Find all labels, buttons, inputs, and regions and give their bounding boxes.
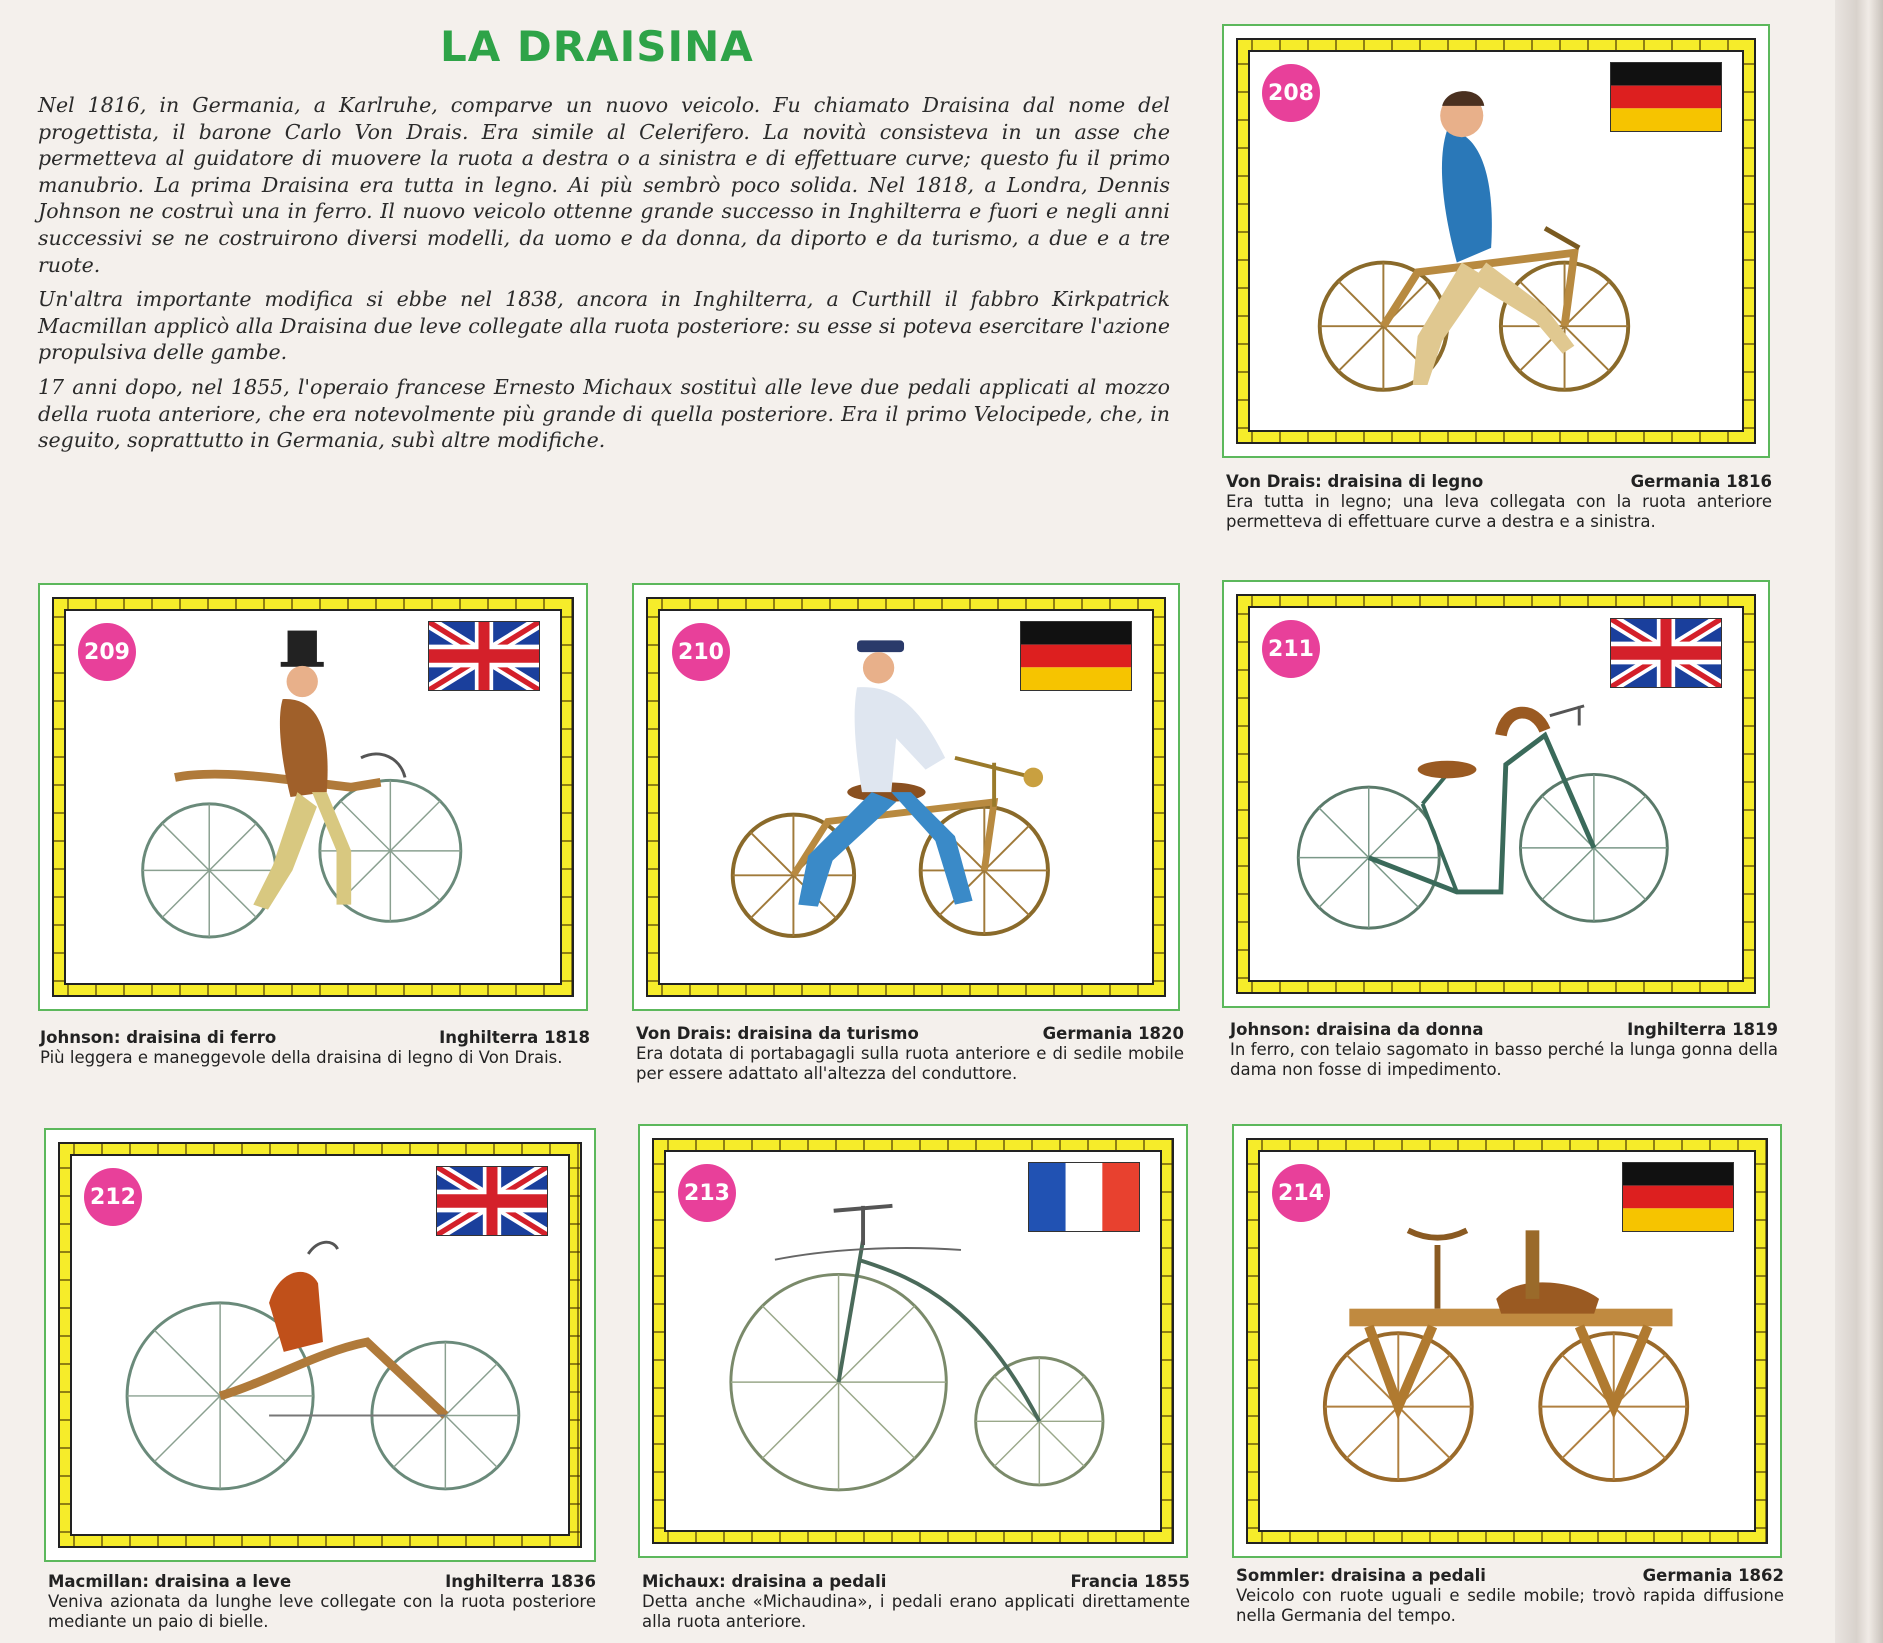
caption-title: Macmillan: draisina a leve	[48, 1572, 292, 1591]
caption-213	[642, 1572, 1190, 1632]
flag-germany-icon	[1610, 62, 1722, 132]
caption-origin: Inghilterra 1819	[1627, 1020, 1778, 1039]
intro-text	[38, 92, 1170, 462]
caption-origin: Inghilterra 1836	[445, 1572, 596, 1591]
album-binding	[1835, 0, 1883, 1643]
card-number-badge: 210	[672, 623, 730, 681]
caption-211	[1230, 1020, 1778, 1080]
caption-209	[40, 1028, 590, 1068]
card-211	[1222, 580, 1770, 1008]
caption-title: Michaux: draisina a pedali	[642, 1572, 887, 1591]
caption-212	[48, 1572, 596, 1632]
card-number-badge: 211	[1262, 620, 1320, 678]
card-image	[664, 1150, 1162, 1532]
flag-uk-icon	[428, 621, 540, 691]
card-image	[1258, 1150, 1756, 1532]
caption-title: Von Drais: draisina da turismo	[636, 1024, 919, 1043]
page-title: LA DRAISINA	[440, 22, 754, 71]
flag-germany-icon	[1622, 1162, 1734, 1232]
caption-origin: Germania 1862	[1642, 1566, 1784, 1585]
caption-description: Era dotata di portabagagli sulla ruota anteriore e di sedile mobile per essere adattato all'altezza del conduttore.	[636, 1044, 1184, 1083]
caption-description: Detta anche «Michaudina», i pedali erano applicati direttamente alla ruota anteriore.	[642, 1592, 1190, 1631]
flag-uk-icon	[1610, 618, 1722, 688]
caption-origin: Germania 1820	[1042, 1024, 1184, 1043]
card-number-badge: 208	[1262, 64, 1320, 122]
caption-description: In ferro, con telaio sagomato in basso perché la lunga gonna della dama non fosse di impedimento.	[1230, 1040, 1778, 1079]
card-number-badge: 213	[678, 1164, 736, 1222]
caption-214	[1236, 1566, 1784, 1626]
card-212	[44, 1128, 596, 1562]
caption-title: Sommler: draisina a pedali	[1236, 1566, 1486, 1585]
caption-origin: Inghilterra 1818	[439, 1028, 590, 1047]
card-214	[1232, 1124, 1782, 1558]
caption-description: Più leggera e maneggevole della draisina di legno di Von Drais.	[40, 1048, 563, 1067]
caption-title: Johnson: draisina da donna	[1230, 1020, 1484, 1039]
caption-description: Era tutta in legno; una leva collegata con la ruota anteriore permetteva di effettuare curve a destra e a sinistra.	[1226, 492, 1772, 531]
caption-208	[1226, 472, 1772, 532]
card-number-badge: 214	[1272, 1164, 1330, 1222]
flag-france-icon	[1028, 1162, 1140, 1232]
card-image	[1248, 606, 1744, 982]
card-number-badge: 212	[84, 1168, 142, 1226]
card-image	[658, 609, 1154, 985]
card-210	[632, 583, 1180, 1011]
card-number-badge: 209	[78, 623, 136, 681]
caption-origin: Germania 1816	[1630, 472, 1772, 491]
card-image	[1248, 50, 1744, 432]
caption-origin: Francia 1855	[1070, 1572, 1190, 1591]
intro-paragraph-3: 17 anni dopo, nel 1855, l'operaio francese Ernesto Michaux sostituì alle leve due pedali applicati al mozzo della ruota anteriore, che era notevolmente più grande di quella posteriore. Era il primo Velocipede, che, in seguito, soprattutto in Germania, subì altre modifiche.	[38, 374, 1170, 453]
caption-description: Veicolo con ruote uguali e sedile mobile; trovò rapida diffusione nella Germania del tempo.	[1236, 1586, 1784, 1625]
caption-210	[636, 1024, 1184, 1084]
flag-uk-icon	[436, 1166, 548, 1236]
card-image	[70, 1154, 570, 1536]
intro-paragraph-1: Nel 1816, in Germania, a Karlruhe, comparve un nuovo veicolo. Fu chiamato Draisina dal nome del progettista, il barone Carlo Von Drais. Era simile al Celerifero. La novità consisteva in un asse che permetteva al guidatore di muovere la ruota a destra o a sinistra e di effettuare curve; questo fu il primo manubrio. La prima Draisina era tutta in legno. Ai più sembrò poco solida. Nel 1818, a Londra, Dennis Johnson ne costruì una in ferro. Il nuovo veicolo ottenne grande successo in Inghilterra e fuori e negli anni successivi se ne costruirono diversi modelli, da uomo e da donna, da diporto e da turismo, a due e a tre ruote.	[38, 93, 1170, 277]
card-209	[38, 583, 588, 1011]
caption-description: Veniva azionata da lunghe leve collegate con la ruota posteriore mediante un paio di bielle.	[48, 1592, 596, 1631]
card-208	[1222, 24, 1770, 458]
caption-title: Von Drais: draisina di legno	[1226, 472, 1484, 491]
intro-paragraph-2: Un'altra importante modifica si ebbe nel 1838, ancora in Inghilterra, a Curthill il fabbro Kirkpatrick Macmillan applicò alla Draisina due leve collegate alla ruota posteriore: su esse si poteva esercitare l'azione propulsiva delle gambe.	[38, 287, 1170, 365]
card-213	[638, 1124, 1188, 1558]
flag-germany-icon	[1020, 621, 1132, 691]
caption-title: Johnson: draisina di ferro	[40, 1028, 277, 1047]
card-image	[64, 609, 562, 985]
